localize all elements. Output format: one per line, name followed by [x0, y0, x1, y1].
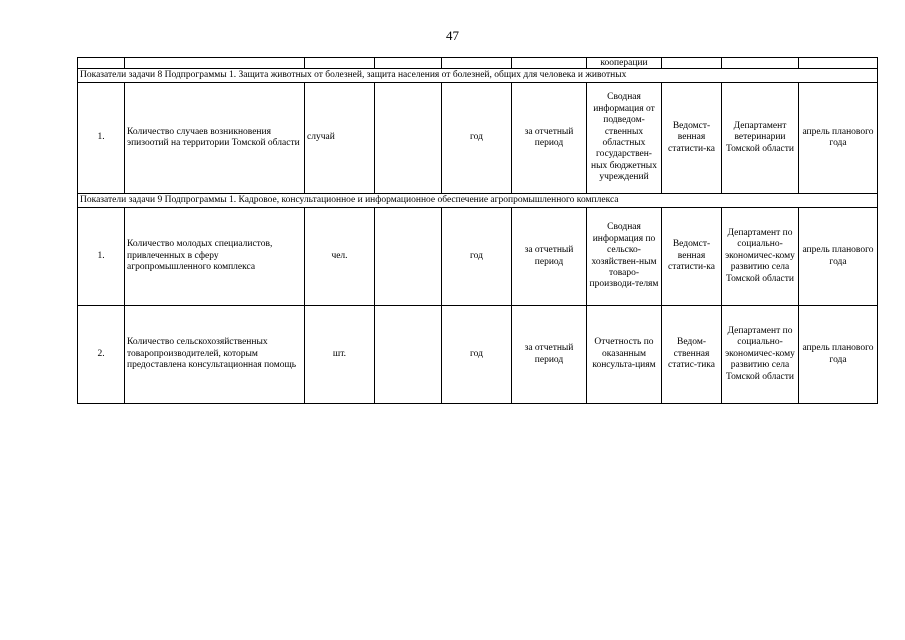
form: Ведомст-венная статисти-ка	[662, 208, 722, 306]
source: Отчетность по оказанным консульта-циям	[587, 306, 662, 404]
term: за отчетный период	[512, 83, 587, 194]
indicator-name: Количество молодых специалистов, привлеченных в сферу агропромышленного комплекса	[125, 208, 305, 306]
empty-cell	[375, 83, 442, 194]
periodicity: год	[442, 83, 512, 194]
responsible: Департамент по социально-экономичес-кому развитию села Томской области	[722, 208, 799, 306]
row-number: 2.	[78, 306, 125, 404]
deadline: апрель планового года	[799, 208, 878, 306]
row-number: 1.	[78, 208, 125, 306]
empty-cell	[375, 208, 442, 306]
page-number: 47	[446, 28, 459, 43]
section-heading-row	[78, 69, 878, 83]
term: за отчетный период	[512, 306, 587, 404]
section-heading-row	[78, 194, 878, 208]
unit: шт.	[305, 306, 375, 404]
row-number: 1.	[78, 83, 125, 194]
section-heading: Показатели задачи 9 Подпрограммы 1. Кадровое, консультационное и информационное обеспечение агропромышленного комплекса	[78, 194, 878, 208]
periodicity: год	[442, 208, 512, 306]
unit: чел.	[305, 208, 375, 306]
responsible: Департамент по социально-экономичес-кому развитию села Томской области	[722, 306, 799, 404]
responsible: Департамент ветеринарии Томской области	[722, 83, 799, 194]
table-row	[78, 306, 878, 404]
table-row	[78, 208, 878, 306]
empty-cell	[375, 306, 442, 404]
section-heading: Показатели задачи 8 Подпрограммы 1. Защита животных от болезней, защита населения от болезней, общих для человека и животных	[78, 69, 878, 83]
form: Ведомст-венная статисти-ка	[662, 83, 722, 194]
continuation-text: кооперации	[587, 58, 662, 69]
unit: случай	[305, 83, 375, 194]
source: Сводная информация от подведом-ственных областных государствен-ных бюджетных учреждений	[587, 83, 662, 194]
indicator-name: Количество сельскохозяйственных товаропроизводителей, которым предоставлена консультационная помощь	[125, 306, 305, 404]
deadline: апрель планового года	[799, 306, 878, 404]
term: за отчетный период	[512, 208, 587, 306]
table-row	[78, 83, 878, 194]
indicator-name: Количество случаев возникновения эпизоотий на территории Томской области	[125, 83, 305, 194]
source: Сводная информация по сельско-хозяйствен-ным товаро-производи-телям	[587, 208, 662, 306]
form: Ведом-ственная статис-тика	[662, 306, 722, 404]
indicators-table	[77, 57, 878, 404]
deadline: апрель планового года	[799, 83, 878, 194]
periodicity: год	[442, 306, 512, 404]
table-row-continuation	[78, 58, 878, 69]
